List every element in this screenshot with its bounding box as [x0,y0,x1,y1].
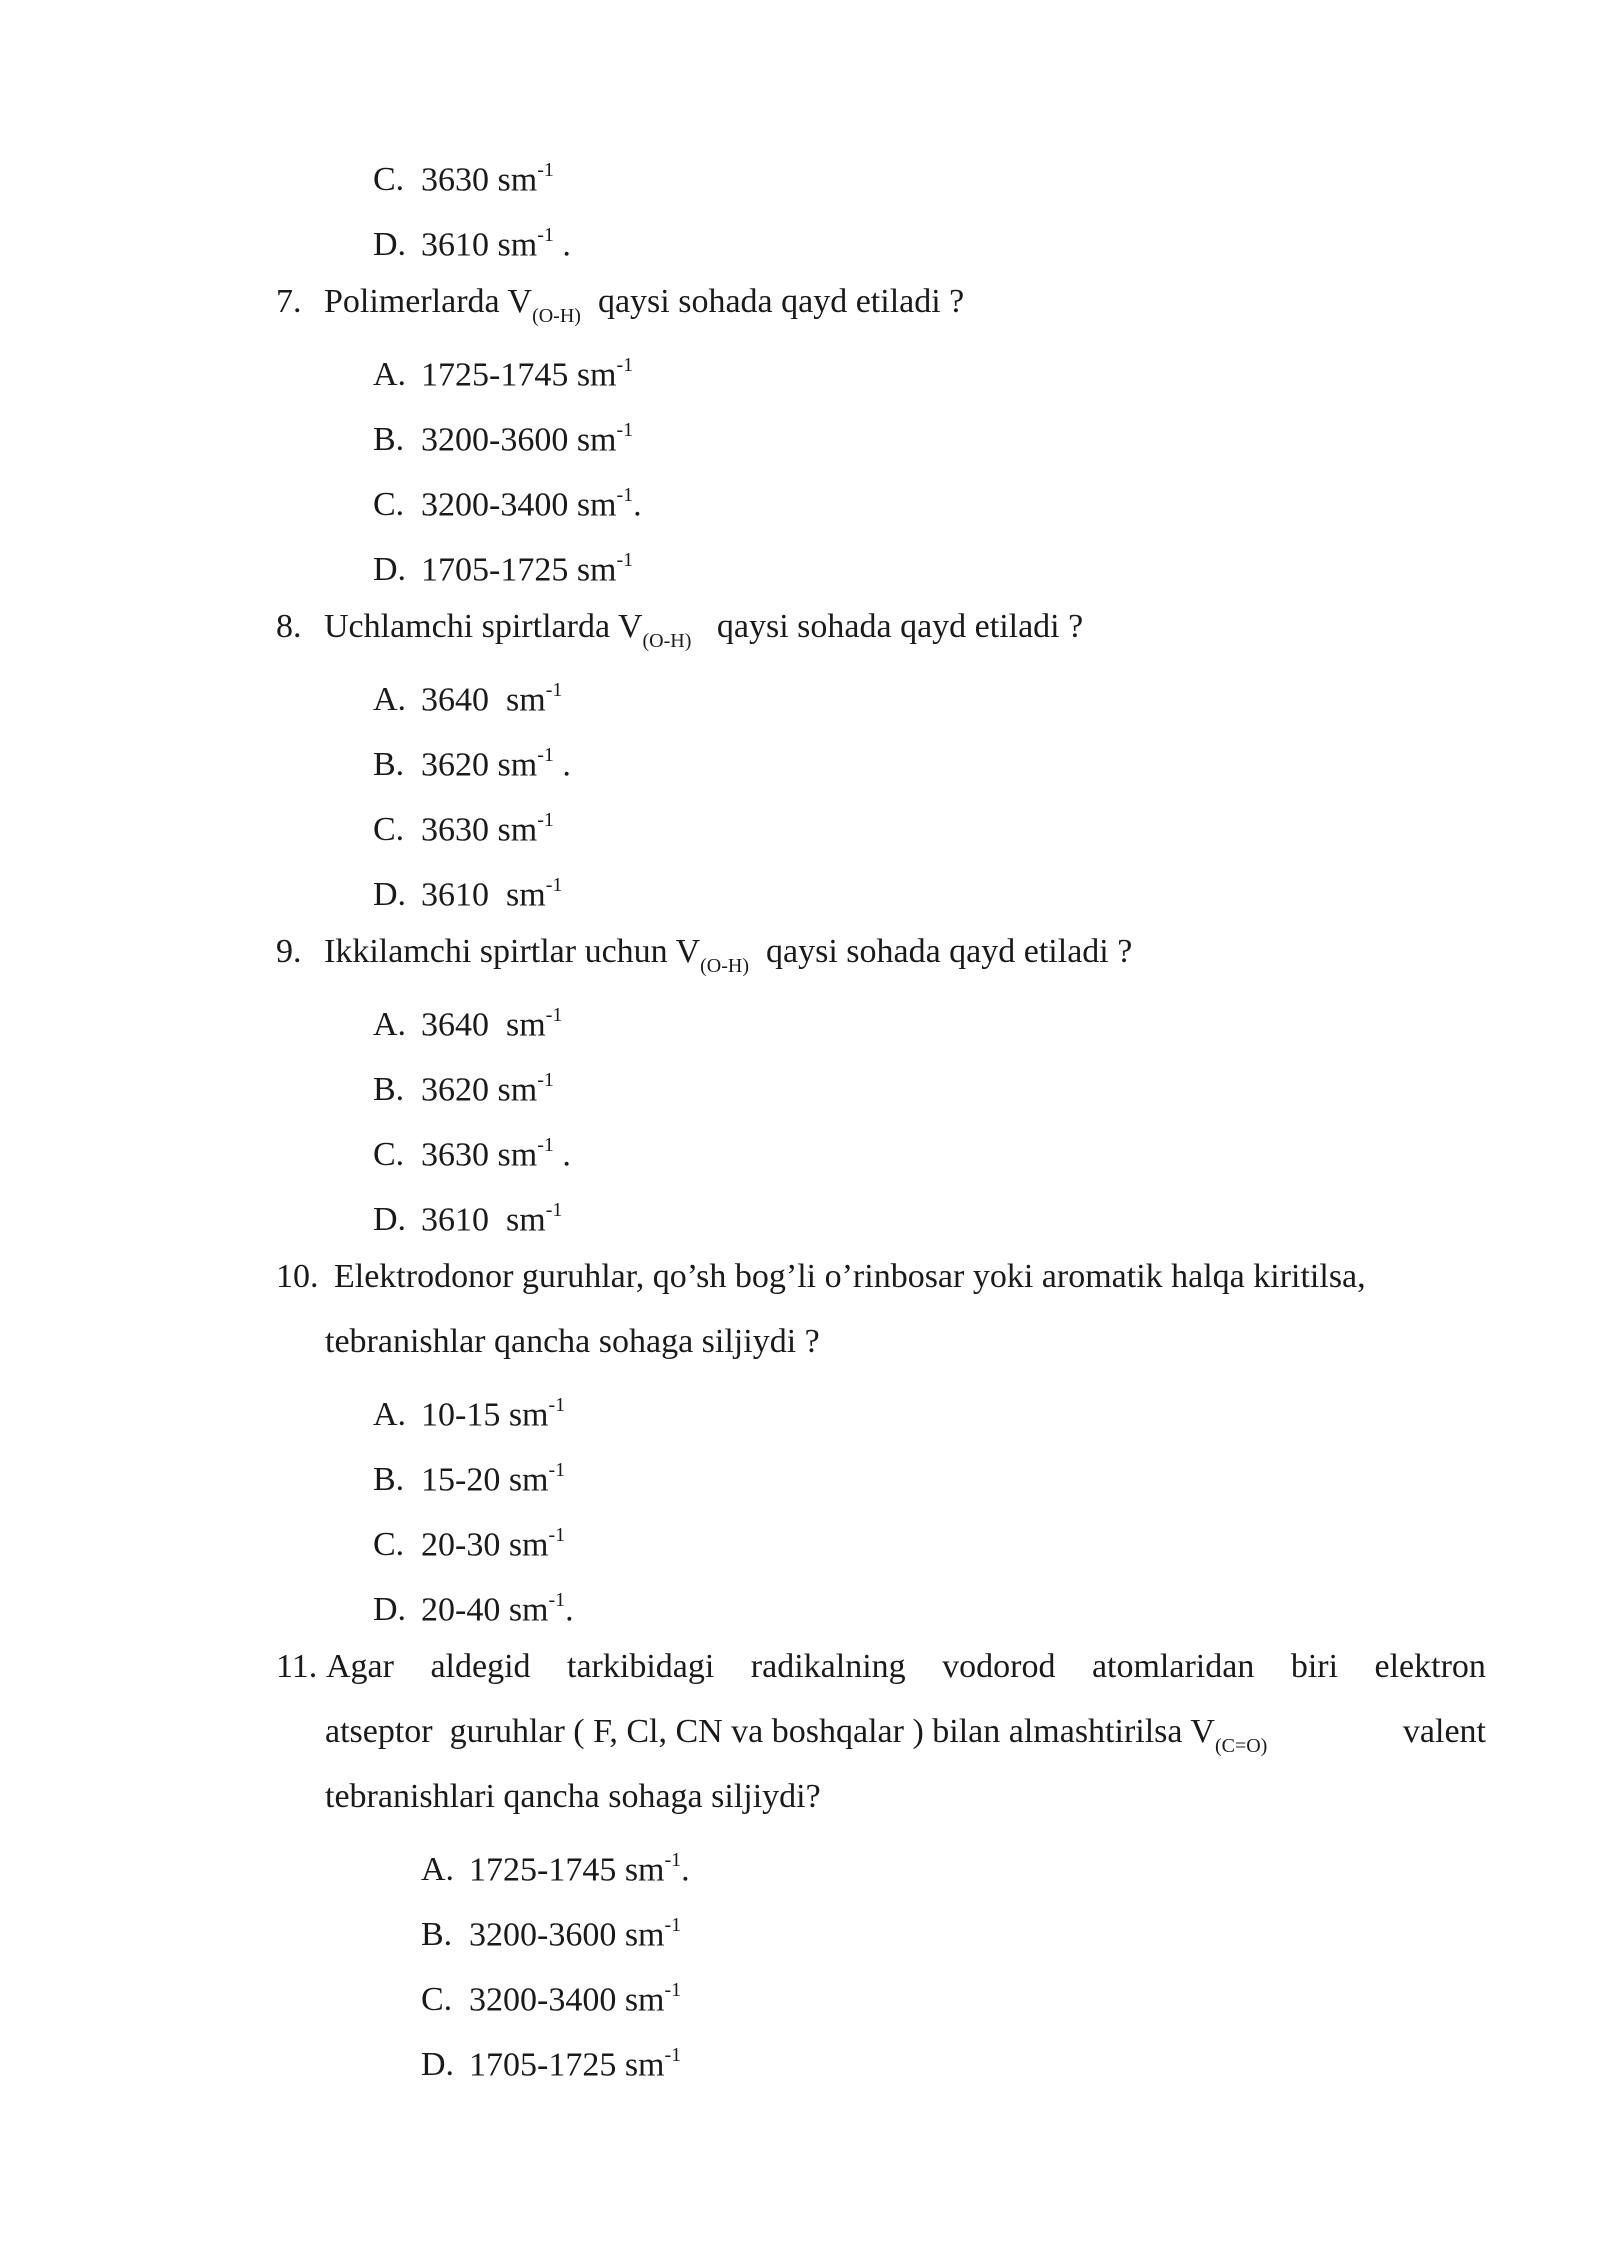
question-11-continuation: tebranishlari qancha sohaga siljiydi? [325,1778,821,1815]
option-b: B. 3620 $sm^{-1}$ [373,1069,554,1109]
option-b: B. 3620 $sm^{-1}$ . [373,744,571,784]
option-d: D. 1705-1725 $sm^{-1}$ [421,2044,682,2084]
question-11-first-line: 11. Agar aldegid tarkibidagi radikalning vodorod atomlaridan biri elektron [276,1648,1486,1685]
option-a: A. 3640 $sm^{-1}$ [373,1004,563,1044]
option-b: B. 15-20 $sm^{-1}$ [373,1459,566,1499]
option-c: C. 3200-3400 $sm^{-1}$ [421,1979,682,2019]
option-d: D. 20-40 $sm^{-1}$. [373,1589,574,1629]
option-a: A. 3640 $sm^{-1}$ [373,679,563,719]
question-11-continuation: atseptor guruhlar ( F, Cl, CN va boshqalar ) bilan almashtirilsa $V_{(C=O)}$ valent [325,1713,1486,1757]
option-c: C. 20-30 $sm^{-1}$ [373,1524,566,1564]
question-11 [276,1647,1486,1687]
option-b: B. 3200-3600 $sm^{-1}$ [421,1914,682,1954]
question-8: 8. Uchlamchi spirtlarda $V_{(O-H)}$ qaysi sohada qayd etiladi ? [276,608,1084,652]
question-10: 10. Elektrodonor guruhlar, qo’sh bog’li o’rinbosar yoki aromatik halqa kiritilsa, [276,1258,1366,1295]
question-10-continuation: tebranishlar qancha sohaga siljiydi ? [325,1323,820,1360]
option-a: A. 1725-1745 $sm^{-1}$ [373,354,634,394]
option-a: A. 1725-1745 $sm^{-1}$. [421,1849,690,1889]
option-c: C. 3200-3400 $sm^{-1}$. [373,484,642,524]
option-c: C. 3630 $sm^{-1}$ [373,159,554,199]
option-d: D. 3610 $sm^{-1}$ [373,1199,563,1239]
question-9: 9. Ikkilamchi spirtlar uchun $V_{(O-H)}$ qaysi sohada qayd etiladi ? [276,933,1133,977]
question-11-words: Agar aldegid tarkibidagi radikalning vodorod atomlaridan biri elektron [326,1648,1486,1685]
option-a: A. 10-15 $sm^{-1}$ [373,1394,566,1434]
question-7: 7. Polimerlarda $V_{(O-H)}$ qaysi sohada qayd etiladi ? [276,283,965,327]
option-d: D. 1705-1725 $sm^{-1}$ [373,549,634,589]
option-b: B. 3200-3600 $sm^{-1}$ [373,419,634,459]
option-d: D. 3610 $sm^{-1}$ [373,874,563,914]
option-d: D. 3610 $sm^{-1}$ . [373,224,571,264]
option-c: C. 3630 $sm^{-1}$ . [373,1134,571,1174]
option-c: C. 3630 $sm^{-1}$ [373,809,554,849]
